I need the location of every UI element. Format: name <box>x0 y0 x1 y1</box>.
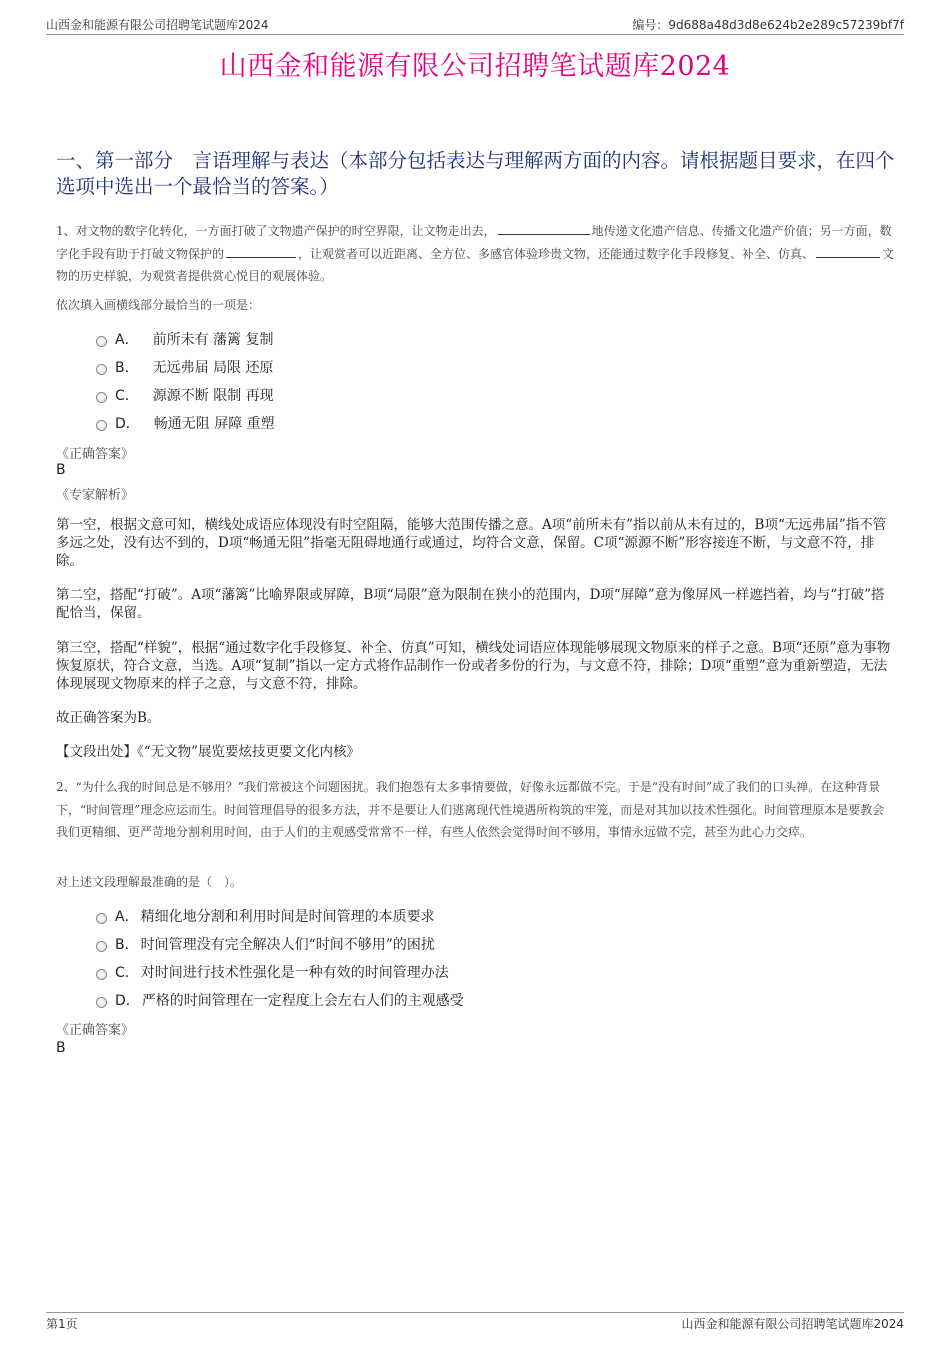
option-b[interactable] <box>96 353 275 381</box>
header-doc-id: 编号：9d688a48d3d8e624b2e289c57239bf7f <box>632 18 904 32</box>
radio-button[interactable] <box>96 969 107 980</box>
radio-button[interactable] <box>96 997 107 1008</box>
option-c[interactable] <box>96 958 464 986</box>
radio-button[interactable] <box>96 913 107 924</box>
answer-label: 《正确答案》 <box>56 1023 135 1038</box>
footer-doc-title: 山西金和能源有限公司招聘笔试题库2024 <box>681 1317 904 1331</box>
option-letter: C． <box>115 388 139 404</box>
analysis-paragraph: 第三空，搭配“样貌”，根据“通过数字化手段修复、补全、仿真”可知，横线处词语应体现能够展现文物原来的样子之意。B项“还原”意为事物恢复原状，符合文意，当选。A项“复制”指以一定方式将作品制作一份或者多份的行为，与文意不符，排除；D项“重塑”意为重新塑造，无法体现展现文物原来的样子之意，与文意不符，排除。 <box>56 640 891 692</box>
radio-button[interactable] <box>96 420 107 431</box>
option-a[interactable] <box>96 325 275 353</box>
option-text: 时间管理没有完全解决人们“时间不够用”的困扰 <box>140 937 435 953</box>
option-text: 无远弗届 局限 还原 <box>152 360 274 376</box>
analysis-label: 《专家解析》 <box>56 488 135 503</box>
radio-button[interactable] <box>96 336 107 347</box>
option-text: 精细化地分割和利用时间是时间管理的本质要求 <box>140 909 435 925</box>
option-text: 严格的时间管理在一定程度上会左右人们的主观感受 <box>141 993 464 1009</box>
question-2-text: 2、“为什么我的时间总是不够用？”我们常被这个问题困扰。我们抱怨有太多事情要做，好像永远都做不完。于是“没有时间”成了我们的口头禅。在这种背景下，“时间管理”理念应运而生。时间管理倡导的很多方法，并不是要让人们逃离现代性境遇所构筑的牢笼，而是对其加以技术性强化。时间管理原本是要教会我们更精细、更严苛地分割利用时间，由于人们的主观感受常常不一样，有些人依然会觉得时间不够用，事情永远做不完，甚至为此心力交瘁。 <box>56 780 885 839</box>
question-1-text-part: 地传递文化遗产信息、传播文化遗产价值；另一方面，数字化手段有助于打破文物保护的 <box>56 224 892 261</box>
option-letter: C． <box>115 965 139 981</box>
page-number: 第1页 <box>46 1317 78 1331</box>
page-header <box>46 14 904 35</box>
option-letter: A． <box>115 909 139 925</box>
question-1-text <box>56 220 896 288</box>
section-heading: 一、第一部分 言语理解与表达（本部分包括表达与理解两方面的内容。请根据题目要求，在四个选项中选出一个最恰当的答案。） <box>56 149 895 198</box>
question-1-prompt: 依次填入画横线部分最恰当的一项是： <box>56 298 261 312</box>
question-1-text-part: 文物的历史样貌，为观赏者提供赏心悦目的观展体验。 <box>56 246 895 283</box>
answer-value: B <box>56 1040 66 1056</box>
blank-1 <box>498 222 590 235</box>
option-b[interactable] <box>96 930 464 958</box>
question-1-options <box>96 325 275 437</box>
option-text: 对时间进行技术性强化是一种有效的时间管理办法 <box>140 965 449 981</box>
answer-label: 《正确答案》 <box>56 447 135 462</box>
option-letter: D． <box>115 416 140 432</box>
option-letter: A． <box>115 332 139 348</box>
option-text: 前所未有 藩篱 复制 <box>152 332 274 348</box>
question-2-prompt: 对上述文段理解最准确的是（ ）。 <box>56 875 243 889</box>
answer-value: B <box>56 462 66 478</box>
option-d[interactable] <box>96 409 275 437</box>
question-1-text-part: ，让观赏者可以近距离、全方位、多感官体验珍贵文物，还能通过数字化手段修复、补全、仿真、 <box>298 246 815 261</box>
radio-button[interactable] <box>96 941 107 952</box>
option-text: 源源不断 限制 再现 <box>152 388 274 404</box>
option-letter: D． <box>115 993 140 1009</box>
analysis-paragraph: 第二空，搭配“打破”。A项“藩篱”比喻界限或屏障，B项“局限”意为限制在狭小的范围内，D项“屏障”意为像屏风一样遮挡着，均与“打破”搭配恰当，保留。 <box>56 587 885 621</box>
analysis-conclusion: 故正确答案为B。 <box>56 710 161 726</box>
radio-button[interactable] <box>96 392 107 403</box>
option-c[interactable] <box>96 381 275 409</box>
option-letter: B． <box>115 360 139 376</box>
page-footer <box>46 1312 904 1331</box>
radio-button[interactable] <box>96 364 107 375</box>
option-d[interactable] <box>96 986 464 1014</box>
document-title: 山西金和能源有限公司招聘笔试题库2024 <box>219 51 731 82</box>
option-letter: B． <box>115 937 139 953</box>
option-a[interactable] <box>96 902 464 930</box>
question-1-text-part: 1、对文物的数字化转化，一方面打破了文物遗产保护的时空界限，让文物走出去， <box>56 224 496 238</box>
question-2-options <box>96 902 464 1014</box>
blank-3 <box>816 245 880 258</box>
header-doc-title: 山西金和能源有限公司招聘笔试题库2024 <box>46 18 269 32</box>
source-citation: 【文段出处】《“无文物”展览要炫技更要文化内核》 <box>56 744 361 760</box>
blank-2 <box>226 245 296 258</box>
analysis-paragraph: 第一空，根据文意可知，横线处成语应体现没有时空阻隔，能够大范围传播之意。A项“前所未有”指以前从未有过的，B项“无远弗届”指不管多远之处，没有达不到的，D项“畅通无阻”指毫无阻碍地通行或通过，均符合文意，保留。C项“源源不断”形容接连不断，与文意不符，排除。 <box>56 517 887 569</box>
option-text: 畅通无阻 屏障 重塑 <box>153 416 275 432</box>
